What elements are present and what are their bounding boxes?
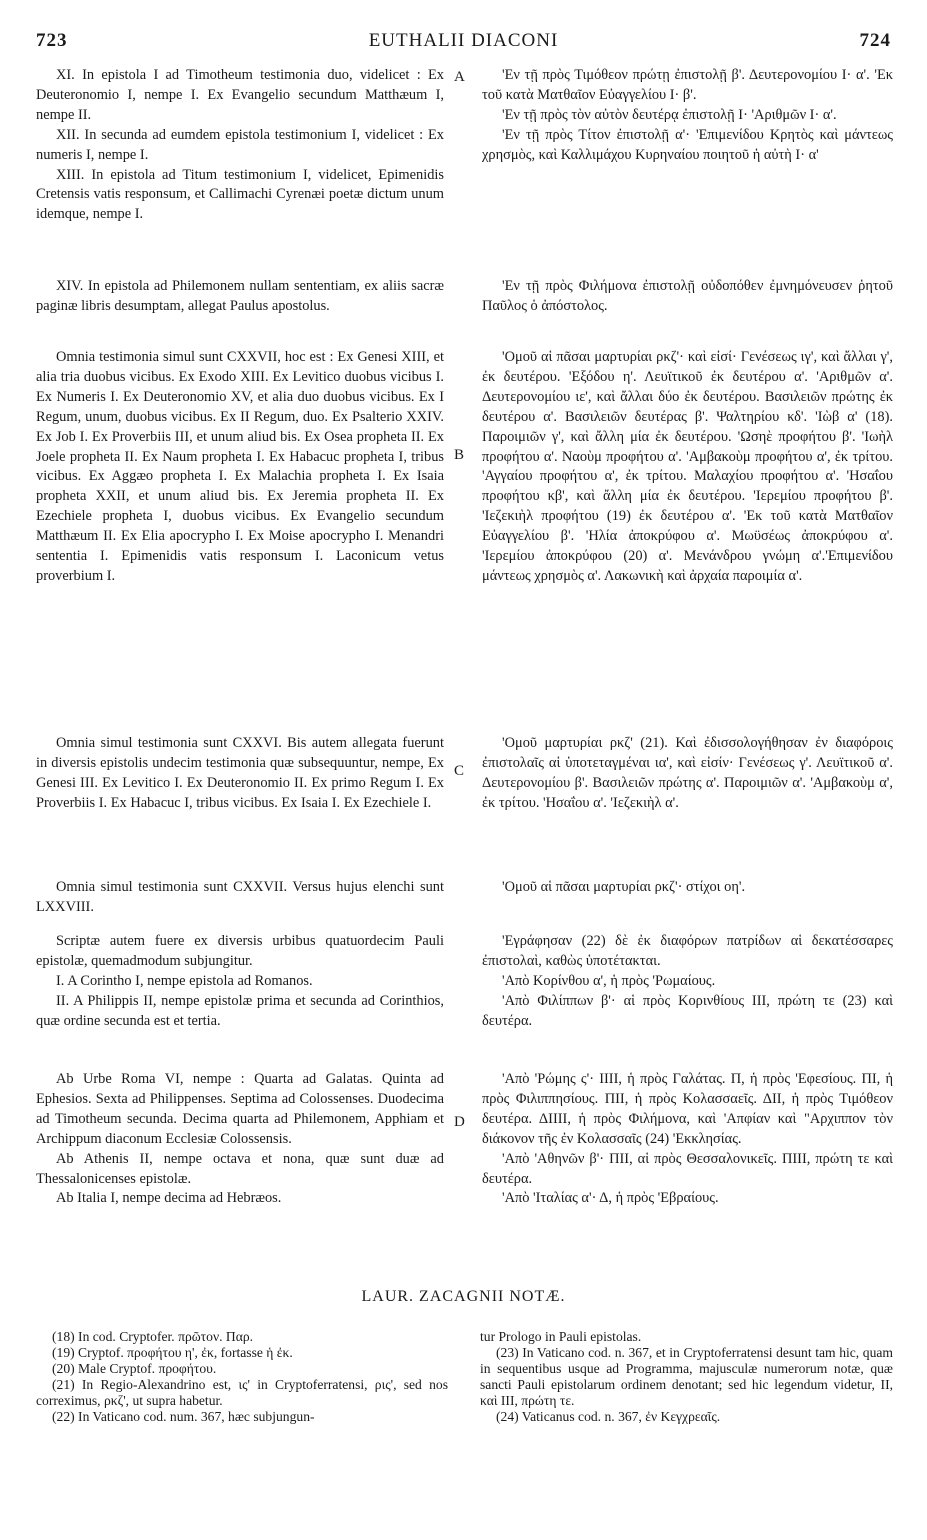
greek-block-1 bbox=[482, 66, 893, 166]
greek-para-8: 'Εγράφησαν (22) δὲ ἐκ διαφόρων πατρίδων αἱ δεκατέσσαρες ἐπιστολαὶ, καθὼς ὑποτέτακται. bbox=[482, 933, 893, 969]
latin-para-8: Scriptæ autem fuere ex diversis urbibus quatuordecim Pauli epistolæ, quemadmodum subjungitur. bbox=[36, 933, 444, 969]
latin-block-7 bbox=[36, 1070, 444, 1209]
margin-marker-b: B bbox=[454, 447, 465, 463]
margin-marker-c: C bbox=[454, 763, 465, 779]
latin-block-6 bbox=[36, 932, 444, 1032]
greek-para-7: 'Ομοῦ αἱ πᾶσαι μαρτυρίαι ρκζ'· στίχοι οη'. bbox=[502, 879, 746, 895]
greek-block-7 bbox=[482, 1070, 893, 1209]
note-23: (23) In Vaticano cod. n. 367, et in Cryptoferratensi desunt tam hic, quam in sequentibus usque ad Programma, majusculæ numerorum notæ, quæ sancti Pauli epistolarum ordinem denotant; sed hic legendum videtur, II, καὶ III, πρώτη τε. bbox=[480, 1345, 893, 1408]
latin-para-11: Ab Urbe Roma VI, nempe : Quarta ad Galatas. Quinta ad Ephesios. Sexta ad Philippenses. Septima ad Colossenses. Duodecima ad Timotheum secunda. Decima quarta ad Philemonem, Apphiam et Archippum diaconum Ecclesiæ Colossensis. bbox=[36, 1071, 444, 1147]
latin-block-2 bbox=[36, 277, 444, 317]
greek-para-6: 'Ομοῦ μαρτυρίαι ρκζ' (21). Καὶ ἐδισσολογήθησαν ἐν διαφόροις ἐπιστολαῖς αἱ ὑποτεταγμέναι ια', καὶ εἰσίν· Γενέσεως γ'. Λευϊτικοῦ α'. Δευτερονομίου β'. Βασιλειῶν πρώτης α'. Παροιμιῶν α'. 'Αμβακοὺμ α', ἐκ τρίτου. 'Ησαΐου α'. 'Ιεζεκιὴλ α'. bbox=[482, 735, 893, 811]
greek-block-6 bbox=[482, 932, 893, 1032]
greek-block-3 bbox=[482, 348, 893, 587]
greek-block-5 bbox=[482, 878, 893, 898]
left-page-number: 723 bbox=[36, 30, 68, 51]
greek-para-5: 'Ομοῦ αἱ πᾶσαι μαρτυρίαι ρκζ'· καὶ εἰσί· Γενέσεως ιγ', καὶ ἄλλαι γ', ἐκ δευτέρου. 'Εξόδου η'. Λευϊτικοῦ ἐκ δευτέρου α'. 'Αριθμῶν α'. Δευτερονομίου ιε', καὶ ἄλλαι δύο ἐκ δευτέρου. Βασιλειῶν πρώτης ἐκ δευτέρου α'. Βασιλειῶν δευτέρας β'. Ψαλτηρίου κδ'. 'Ιὼβ α' (18). Παροιμιῶν γ', καὶ ἄλλη μία ἐκ δευτέρου. 'Ωσηὲ προφήτου β'. 'Ιωὴλ προφήτου α'. Ναοὺμ προφήτου α'. 'Αμβακοὺμ προφήτου α', ἐκ τρίτου. 'Αγγαίου προφήτου α', ἐκ τρίτου. Μαλαχίου προφήτου α'. 'Ησαΐου προφήτου κβ', καὶ ἄλλη μία ἐκ δευτέρου. 'Ιερεμίου προφήτου β'. 'Ιεζεκιὴλ προφήτου (19) ἐκ δευτέρου α'. 'Εκ τοῦ κατὰ Ματθαῖον Εὐαγγελίου β'. 'Ηλία ἀποκρύφου α'. Μωϋσέως ἀποκρύφου α'. 'Ιερεμίου ἀποκρύφου (20) α'. Μενάνδρου γνώμη α'.'Επιμενίδου μάντεως χρησμὸς α'. Λακωνικὴ καὶ ἀρχαία παροιμία α'. bbox=[482, 349, 893, 584]
greek-block-2 bbox=[482, 277, 893, 317]
note-19: (19) Cryptof. προφήτου η', ἐκ, fortasse ἡ ἐκ. bbox=[52, 1345, 293, 1360]
latin-para-12: Ab Athenis II, nempe octava et nona, quæ sunt duæ ad Thessalonicenses epistolæ. bbox=[36, 1150, 444, 1187]
latin-para-1: XI. In epistola I ad Timotheum testimonia duo, videlicet : Ex Deuteronomio I, nempe I. Ex Evangelio secundum Matthæum I, nempe II. bbox=[36, 67, 444, 123]
notes-title: LAUR. ZACAGNII NOTÆ. bbox=[361, 1288, 566, 1305]
note-21: (21) In Regio-Alexandrino est, ις' in Cryptoferratensi, ρις', sed nos correximus, ρκζ', ut supra habetur. bbox=[36, 1377, 448, 1408]
latin-block-1 bbox=[36, 66, 444, 225]
notes-right-column bbox=[480, 1329, 893, 1425]
greek-para-9: 'Απὸ Κορίνθου α', ἡ πρὸς 'Ρωμαίους. bbox=[502, 972, 716, 989]
greek-para-4: 'Εν τῇ πρὸς Φιλήμονα ἐπιστολῇ οὐδοπόθεν ἐμνημόνευσεν ῥητοῦ Παῦλος ὁ ἀπόστολος. bbox=[482, 278, 893, 314]
latin-para-10: II. A Philippis II, nempe epistolæ prima et secunda ad Corinthios, quæ ordine secunda est et tertia. bbox=[36, 992, 444, 1029]
greek-para-1: 'Εν τῇ πρὸς Τιμόθεον πρώτῃ ἐπιστολῇ β'. Δευτερονομίου Ι· α'. 'Εκ τοῦ κατὰ Ματθαῖον Εὐαγγελίου Ι· β'. bbox=[482, 67, 893, 103]
running-title: EUTHALII DIACONI bbox=[368, 30, 559, 51]
margin-marker-d: D bbox=[454, 1114, 465, 1130]
greek-para-3: 'Εν τῇ πρὸς Τίτον ἐπιστολῇ α'· 'Επιμενίδου Κρητὸς καὶ μάντεως χρησμὸς, καὶ Καλλιμάχου Κυρηναίου ποιητοῦ ἡ αὐτὴ Ι· α' bbox=[482, 126, 893, 163]
latin-block-4 bbox=[36, 734, 444, 814]
margin-marker-a: A bbox=[454, 69, 465, 85]
right-page-number: 724 bbox=[859, 30, 891, 51]
greek-block-4 bbox=[482, 734, 893, 814]
latin-para-5: Omnia testimonia simul sunt CXXVII, hoc est : Ex Genesi XIII, et alia tria duobus vicibus. Ex Exodo XIII. Ex Levitico duobus vicibus I. Ex Numeris I. Ex Deuteronomio XV, et alia duo duobus vicibus. Ex I Regum, unum, duobus vicibus. Ex II Regum, duo. Ex Psalterio XXIV. Ex Job I. Ex Proverbiis III, et unum aliud bis. Ex Osea propheta II. Ex Joele propheta II. Ex Naum propheta I. Ex Habacuc propheta I, tribus vicibus. Ex Aggæo propheta I. Ex Malachia propheta I. Ex Isaia propheta XXII, et unum aliud bis. Ex Jeremia propheta II. Ex Ezechiele propheta I, duobus vicibus. Ex Evangelio secundum Matthæum II. Ex Elia apocrypho I. Ex Moise apocrypho I. Menandri sententia I. Epimenidis vatis responsum I. Laconicum vetus proverbium I. bbox=[36, 349, 444, 584]
greek-para-10: 'Απὸ Φιλίππων β'· αἱ πρὸς Κορινθίους ΙΙΙ, πρώτη τε (23) καὶ δευτέρα. bbox=[482, 992, 893, 1029]
latin-para-13: Ab Italia I, nempe decima ad Hebræos. bbox=[56, 1190, 282, 1207]
latin-para-4: XIV. In epistola ad Philemonem nullam sententiam, ex aliis sacræ paginæ libris desumptam, allegat Paulus apostolus. bbox=[36, 278, 444, 314]
page-header bbox=[0, 30, 927, 60]
latin-para-2: XII. In secunda ad eumdem epistola testimonium I, videlicet : Ex numeris I, nempe I. bbox=[36, 126, 444, 163]
greek-para-2: 'Εν τῇ πρὸς τὸν αὐτὸν δευτέρᾳ ἐπιστολῇ Ι· 'Αριθμῶν Ι· α'. bbox=[502, 106, 837, 123]
note-22-continued: tur Prologo in Pauli epistolas. bbox=[480, 1329, 642, 1344]
latin-para-6: Omnia simul testimonia sunt CXXVI. Bis autem allegata fuerunt in diversis epistolis undecim testimonia quæ subsequuntur, nempe, Ex Genesi III. Ex Levitico I. Ex Deuteronomio II. Ex primo Regum I. Ex Proverbiis I. Ex Habacuc I, tribus vicibus. Ex Isaia I. Ex Ezechiele I. bbox=[36, 735, 444, 811]
latin-para-9: I. A Corintho I, nempe epistola ad Romanos. bbox=[56, 972, 313, 989]
greek-para-13: 'Απὸ 'Ιταλίας α'· Δ, ἡ πρὸς 'Εβραίους. bbox=[502, 1190, 719, 1207]
latin-block-3 bbox=[36, 348, 444, 587]
latin-para-3: XIII. In epistola ad Titum testimonium I, videlicet, Epimenidis Cretensis vatis responsum, et Callimachi Cyrenæi poetæ dictum unum idemque, nempe I. bbox=[36, 166, 444, 223]
note-22: (22) In Vaticano cod. num. 367, hæc subjungun- bbox=[52, 1409, 315, 1424]
latin-block-5 bbox=[36, 878, 444, 918]
greek-para-11: 'Απὸ 'Ρώμης ς'· ΙΙΙΙ, ἡ πρὸς Γαλάτας. Π, ἡ πρὸς 'Εφεσίους. ΠΙ, ἡ πρὸς Φιλιππησίους. ΠΙΙ, ἡ πρὸς Κολασσαεῖς. ΔΙΙ, ἡ πρὸς Τιμόθεον δευτέρα. ΔΙΙΙΙ, ἡ πρὸς Φιλήμονα, καὶ 'Απφίαν καὶ "Αρχιππον τὸν διάκονον τῆς ἐν Κολασσαῖς (24) 'Εκκλησίας. bbox=[482, 1071, 893, 1147]
notes-left-column bbox=[36, 1329, 448, 1425]
note-18: (18) In cod. Cryptofer. πρῶτον. Παρ. bbox=[52, 1329, 254, 1344]
greek-para-12: 'Απὸ 'Αθηνῶν β'· ΠΙΙ, αἱ πρὸς Θεσσαλονικεῖς. ΠΙΙΙ, πρώτη τε καὶ δευτέρα. bbox=[482, 1150, 893, 1187]
note-24: (24) Vaticanus cod. n. 367, ἐν Κεγχρεαῖς. bbox=[496, 1409, 721, 1424]
latin-para-7: Omnia simul testimonia sunt CXXVII. Versus hujus elenchi sunt LXXVIII. bbox=[36, 879, 444, 915]
note-20: (20) Male Cryptof. προφήτου. bbox=[52, 1361, 217, 1376]
